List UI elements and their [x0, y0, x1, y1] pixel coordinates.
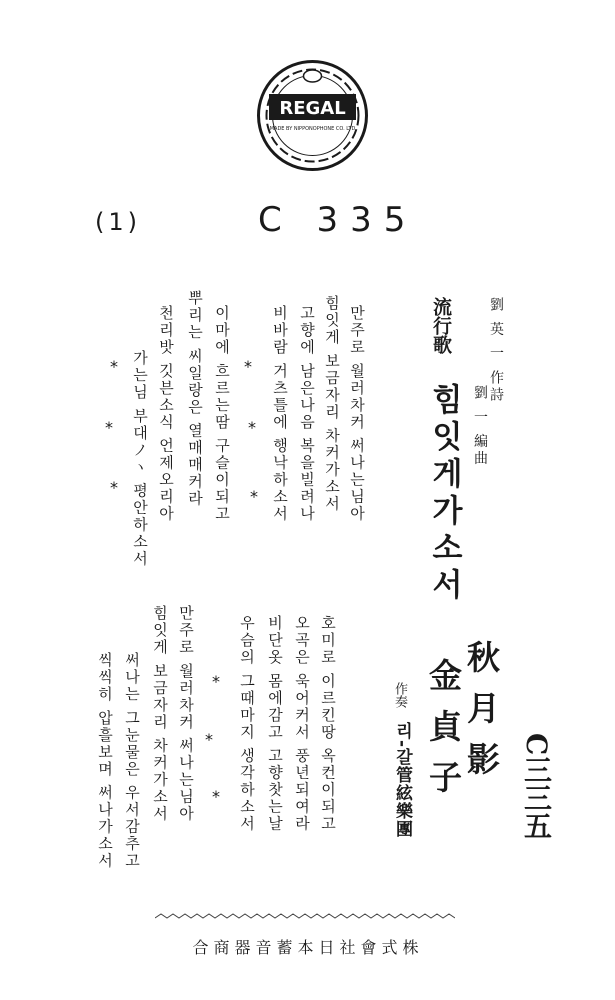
separator-mark: *: [248, 418, 256, 437]
page-number: (1): [95, 208, 141, 236]
footer-decorative-border-icon: [155, 912, 455, 924]
separator-mark: *: [212, 787, 220, 806]
verse-line: 호미로 이르킨땅 옥컨이되고: [319, 615, 337, 833]
verse-line: 힘잇게 보금자리 차커가소서: [151, 605, 169, 823]
separator-mark: *: [110, 478, 118, 497]
logo-small-text: MADE BY NIPPONOPHONE CO. LTD: [269, 126, 356, 132]
separator-mark: *: [105, 418, 113, 437]
arranger-credit: 劉 一 編曲: [472, 385, 488, 468]
verse-line: 힘잇게 보금자리 차커가소서: [323, 295, 341, 513]
accompaniment-label: 作奏: [392, 682, 407, 708]
singer-name: 秋月影: [462, 640, 501, 793]
verse-line: 이마에 흐르는땀 구슬이되고: [213, 305, 231, 523]
lyricist-credit: 劉 英 一 作詩: [488, 297, 504, 405]
separator-mark: *: [205, 730, 213, 749]
verse-line: 뿌리는 씨일랑은 열매매커라: [186, 290, 204, 508]
publisher-name: 合商器音蓄本日社會式株: [192, 938, 424, 957]
verse-line: 써나는 그눈물은 우서감추고: [123, 652, 141, 870]
regal-record-label-logo-icon: [255, 58, 370, 173]
catalog-number: C 335: [258, 200, 418, 240]
separator-mark: *: [110, 357, 118, 376]
verse-line: 만주로 월러차커 써나는님아: [177, 605, 195, 823]
catalog-number-vertical: C三三五: [520, 733, 553, 840]
verse-line: 비바람 거츠틀에 행낙하소서: [271, 305, 289, 523]
logo-brand: REGAL: [279, 98, 346, 119]
singer-name: 金貞子: [424, 658, 463, 811]
verse-line: 가는님 부대ノヽ 평안하소서: [131, 350, 149, 568]
verse-line: 우슴의 그때마지 생각하소서: [238, 615, 256, 833]
verse-line: 고향에 남은나음 복을빌려나: [298, 305, 316, 523]
accompaniment-name: 리-갈管絃樂團: [392, 722, 412, 839]
verse-line: 비단옷 몸에감고 고향찻는날: [266, 615, 284, 833]
verse-line: 만주로 월러차커 써나는님아: [348, 305, 366, 523]
separator-mark: *: [250, 487, 258, 506]
verse-line: 천리밧 깃븐소식 언제오리아: [157, 305, 175, 523]
regal-logo: [255, 58, 370, 173]
verse-line: 오곡은 욱어커서 풍년되여라: [293, 615, 311, 833]
song-title: 힘잇게가소서: [426, 383, 462, 605]
verse-line: 씩씩히 압흘보며 써나가소서: [96, 652, 114, 870]
song-genre: 流行歌: [430, 297, 452, 354]
separator-mark: *: [244, 357, 252, 376]
separator-mark: *: [212, 672, 220, 691]
